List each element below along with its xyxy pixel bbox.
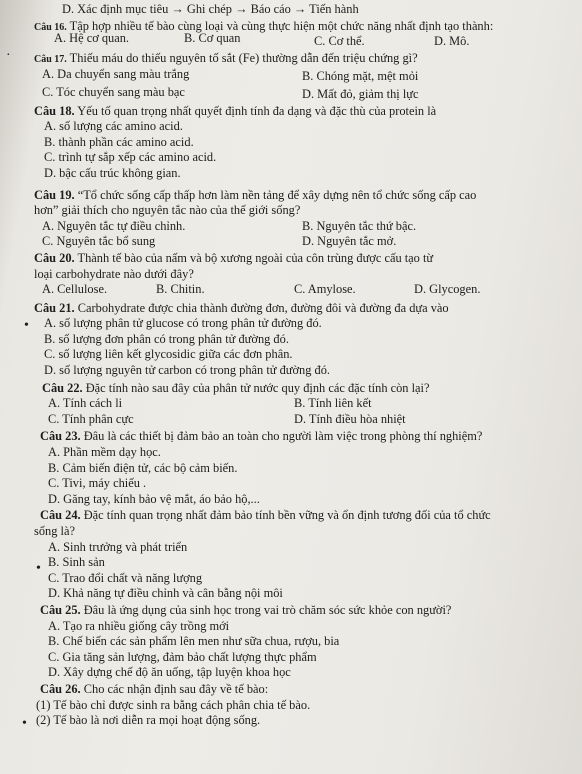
q23-option-b: B. Cảm biến điện tử, các bộ cảm biến. [48,460,238,475]
q24-option-c: C. Trao đổi chất và năng lượng [48,570,203,585]
bullet-dot-icon: • [36,561,41,576]
q16-option-c: C. Cơ thể. [314,34,365,49]
q20-option-a: A. Cellulose. [42,282,108,297]
q22-option-c: C. Tính phân cực [48,411,134,426]
q26-statement-1: (1) Tế bào chỉ được sinh ra bằng cách phân chia tế bào. [36,697,311,712]
q23-option-a: A. Phần mềm dạy học. [48,445,161,460]
q24-option-d: D. Khả năng tự điều chỉnh và cân bằng nội môi [48,586,283,601]
q25-option-b: B. Chế biến các sản phẩm lên men như sữa chua, rượu, bia [48,634,340,649]
q18-option-d: D. bậc cấu trúc không gian. [44,165,181,180]
q17-options-row2 [34,85,572,103]
q24-option-b: B. Sinh sản [48,555,105,570]
q21-option-a: A. số lượng phân tử glucose có trong phân tử đường đó. [44,316,322,331]
q16-option-b: B. Cơ quan [184,31,241,46]
q20-option-d: D. Glycogen. [414,282,481,297]
q23-stem [34,429,572,445]
q22-options-row1 [34,396,572,412]
q19-option-b: B. Nguyên tắc thứ bậc. [302,218,417,233]
q19-number: Câu 19. [34,187,75,202]
q25-text: Đâu là ứng dụng của sinh học trong vai trò chăm sóc sức khỏe con người? [83,602,452,617]
q22-text: Đặc tính nào sau đây của phân tử nước quy định các đặc tính còn lại? [85,380,430,395]
q26-stem [34,682,572,698]
q20-option-c: C. Amylose. [294,282,356,297]
q16-text: Tập hợp nhiều tế bào cùng loại và cùng thực hiện một chức năng nhất định tạo thành: [69,18,494,33]
q19-text-cont: hơn” giải thích cho nguyên tắc nào của thế giới sống? [34,203,301,218]
q21-option-b: B. số lượng đơn phân có trong phân tử đường đó. [44,331,289,346]
q17-option-c: C. Tóc chuyển sang màu bạc [42,84,185,99]
bullet-dot-icon: • [24,318,29,333]
q24-text-cont: sống là? [34,524,75,538]
q20-number: Câu 20. [34,250,75,265]
q24-option-a: A. Sinh trưởng và phát triển [48,539,188,554]
q24-number: Câu 24. [40,508,81,523]
q19-option-a: A. Nguyên tắc tự điều chỉnh. [42,218,186,233]
q22-number: Câu 22. [42,380,83,395]
q21-number: Câu 21. [34,300,75,315]
q25-option-d: D. Xây dựng chế độ ăn uống, tập luyện khoa học [48,665,291,680]
q22-option-a: A. Tính cách li [48,396,123,411]
q17-option-d: D. Mất đỏ, giảm thị lực [302,86,419,101]
q22-stem [34,381,572,397]
q22-options-row2 [34,412,572,428]
q17-options-row1 [34,67,572,85]
q16-option-a: A. Hệ cơ quan. [54,31,130,46]
q18-stem [34,104,572,120]
q19-options-row1 [34,219,572,235]
q15-option-d: D. Xác định mục tiêu → Ghi chép → Báo cáo → Tiến hành [62,2,359,16]
q17-option-a: A. Da chuyển sang màu trắng [42,67,190,82]
q25-option-c: C. Gia tăng sản lượng, đảm bảo chất lượng thực phẩm [48,649,317,664]
q18-text: Yếu tố quan trọng nhất quyết định tính đa dạng và đặc thù của protein là [77,103,437,118]
q16-option-d: D. Mô. [434,34,470,49]
q25-option-a: A. Tạo ra nhiều giống cây trồng mới [48,618,230,633]
q21-option-d: D. số lượng nguyên tử carbon có trong phân tử đường đó. [44,363,331,378]
q26-statement-2: (2) Tế bào là nơi diễn ra mọi hoạt động sống. [36,713,261,728]
exam-content [34,2,572,729]
q19-stem [34,188,572,204]
q17-option-b: B. Chóng mặt, mệt mỏi [302,69,419,84]
q20-text: Thành tế bào của nấm và bộ xương ngoài của côn trùng được cấu tạo từ [77,250,434,265]
q22-option-d: D. Tính điều hòa nhiệt [294,411,406,426]
q20-text-cont: loại carbohydrate nào dưới đây? [34,266,194,281]
q26-text: Cho các nhận định sau đây về tế bào: [83,681,269,696]
q17-stem [34,51,572,68]
q18-number: Câu 18. [34,103,75,118]
q20-options [34,282,572,298]
q20-option-b: B. Chitin. [156,282,205,297]
bullet-dot-icon: • [22,716,27,731]
q22-option-b: B. Tính liên kết [294,396,372,411]
q25-number: Câu 25. [40,602,81,617]
q24-text: Đặc tính quan trọng nhất đảm bảo tính bền vững và ổn định tương đối của tổ chức [83,508,491,523]
q17-number: Câu 17. [34,53,67,65]
q23-number: Câu 23. [40,429,81,444]
q17-text: Thiếu máu do thiếu nguyên tố sắt (Fe) thường dẫn đến triệu chứng gì? [69,50,418,65]
q21-text: Carbohydrate được chia thành đường đơn, đường đôi và đường đa dựa vào [77,300,449,315]
q23-option-d: D. Găng tay, kính bảo vệ mắt, áo bảo hộ,... [48,491,260,506]
q26-number: Câu 26. [40,681,81,696]
q23-text: Đâu là các thiết bị đảm bảo an toàn cho người làm việc trong phòng thí nghiệm? [83,429,483,444]
q20-stem [34,251,572,267]
q18-option-c: C. trình tự sắp xếp các amino acid. [44,150,217,165]
q19-option-c: C. Nguyên tắc bổ sung [42,234,156,249]
q18-option-a: A. số lượng các amino acid. [44,119,183,134]
q19-options-row2 [34,234,572,250]
q18-option-b: B. thành phần các amino acid. [44,134,194,149]
q19-text: “Tổ chức sống cấp thấp hơn làm nền tảng để xây dựng nên tổ chức sống cấp cao [77,187,477,202]
q25-stem [34,603,572,619]
q19-option-d: D. Nguyên tắc mở. [302,234,397,249]
q16-number: Câu 16. [34,21,67,33]
q21-stem [34,301,572,317]
margin-mark: · [6,48,11,63]
q21-option-c: C. số lượng liên kết glycosidic giữa các đơn phân. [44,347,293,362]
q24-stem [34,508,572,524]
q23-option-c: C. Tivi, máy chiếu . [48,476,147,491]
